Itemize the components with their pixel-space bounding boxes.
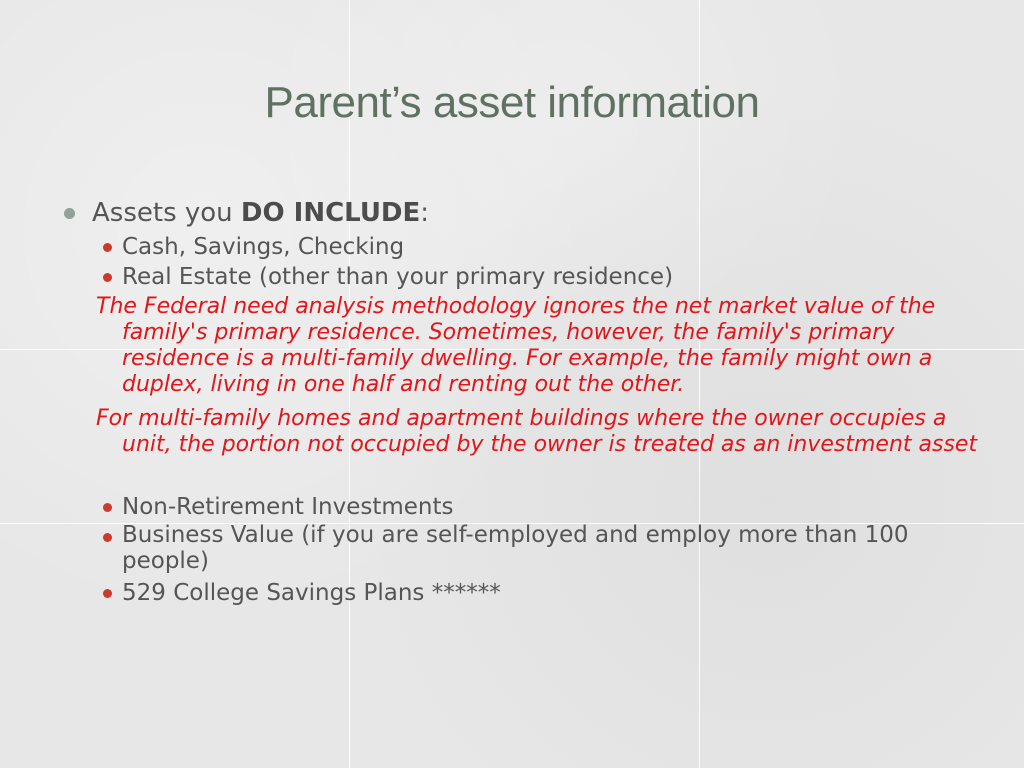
list-item (62, 522, 972, 574)
slide-body (62, 196, 978, 608)
note-primary-residence: The Federal need analysis methodology ignores the net market value of the family's primary residence. Sometimes, however, the family's primary residence is a multi-family dwelling. For example, the family might own a duplex, living in one half and renting out the other. (96, 294, 936, 397)
list-item-label: Real Estate (other than your primary residence) (122, 264, 674, 290)
list-item-label: 529 College Savings Plans ****** (122, 580, 501, 606)
list-item-label: Cash, Savings, Checking (122, 234, 405, 260)
bullet-dot-icon (103, 503, 112, 512)
list-item (62, 262, 972, 292)
list-item-label: Business Value (if you are self-employed and employ more than 100 people) (122, 522, 909, 574)
list-item (62, 578, 972, 608)
bullet-dot-icon (103, 533, 112, 542)
list-item-label: Non-Retirement Investments (122, 494, 454, 520)
heading-emphasis: DO INCLUDE (240, 198, 421, 228)
bullet-dot-icon (64, 208, 75, 219)
bullet-dot-icon (103, 243, 112, 252)
spacer (62, 466, 972, 492)
bullet-assets-include (62, 196, 972, 230)
list-item (62, 492, 972, 522)
slide-title: Parent’s asset information (264, 78, 760, 127)
note-multi-family: For multi-family homes and apartment buildings where the owner occupies a unit, the portion not occupied by the owner is treated as an investment asset (96, 406, 978, 457)
bullet-dot-icon (103, 589, 112, 598)
heading-prefix: Assets you (92, 198, 241, 228)
bullet-dot-icon (103, 273, 112, 282)
heading-suffix: : (420, 198, 430, 228)
list-item (62, 232, 972, 262)
